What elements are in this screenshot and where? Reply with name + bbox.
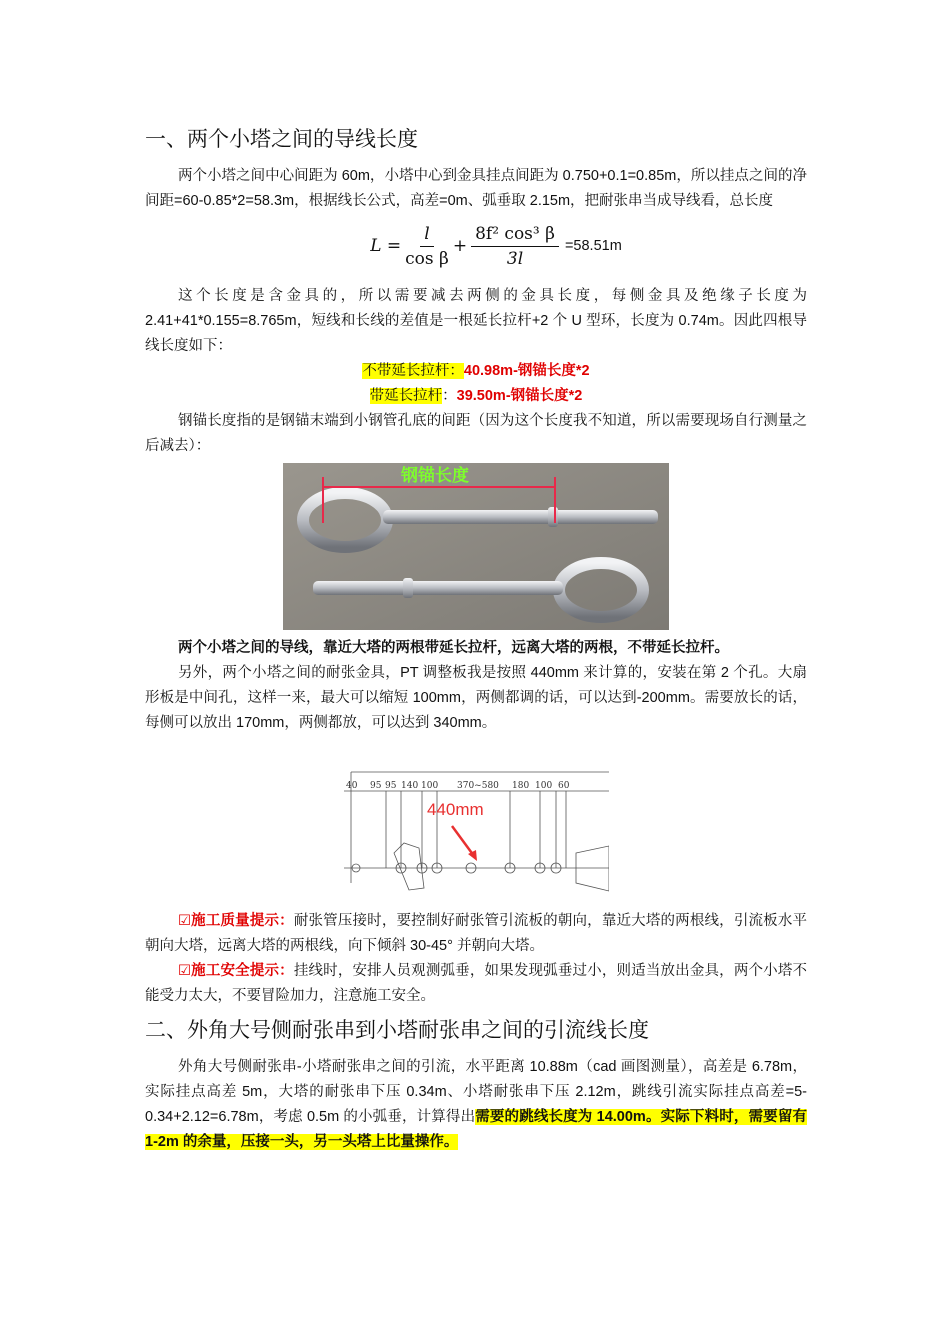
- safety-tip: [145, 959, 807, 1009]
- photo-label: 钢锚长度: [401, 466, 469, 485]
- steel-anchor-photo: [283, 463, 669, 630]
- paragraph-text: 外角大号侧耐张串-小塔耐张串之间的引流，水平距离 10.88m（cad 画图测量），高差是 6.78m，实际挂点高差 5m，大塔的耐张串下压 0.34m、小塔耐张串下压 2.12m，跳线引流实际挂点高差=5-0.34+2.12=6.78m，考虑 0.5m 的小弧垂，计算得出: [145, 1059, 807, 1125]
- label: 带延长拉杆: [369, 388, 443, 404]
- formula-denominator: 3l: [506, 248, 524, 269]
- dim: 100: [534, 781, 552, 791]
- dim: 60: [557, 781, 569, 791]
- formula-numerator: l: [420, 222, 433, 247]
- arrow-icon: [452, 826, 474, 856]
- diagram-annotation: 440mm: [426, 800, 484, 819]
- section-2-heading: 二、外角大号侧耐张串到小塔耐张串之间的引流线长度: [145, 1019, 649, 1042]
- formula-lhs: L =: [370, 236, 402, 256]
- quality-tip-text: 耐张管压接时，要控制好耐张管引流板的朝向，靠近大塔的两根线，引流板水平朝向大塔，远离大塔的两根线，向下倾斜 30-45° 并朝向大塔。: [145, 913, 808, 954]
- label: 不带延长拉杆：: [362, 363, 464, 379]
- value: 40.98m-钢锚长度*2: [463, 363, 590, 379]
- formula-plus: +: [452, 236, 468, 256]
- length-with-extension: [145, 384, 807, 409]
- document-page: [145, 124, 807, 1155]
- paragraph: [145, 1055, 807, 1155]
- paragraph: 这个长度是含金具的，所以需要减去两侧的金具长度，每侧金具及绝缘子长度为 2.41+41*0.155=8.765m，短线和长线的差值是一根延长拉杆+2 个 U 型环，长度为 0.74m。因此四根导线长度如下：: [145, 288, 807, 354]
- dim: 370~580: [456, 781, 499, 791]
- dim: 140: [400, 781, 418, 791]
- highlighted-conclusion: 需要的跳线长度为 14.00m。实际下料时，需要留有 1-2m 的余量，压接一头，另一头塔上比量操作。: [145, 1109, 807, 1150]
- section-1-heading: 一、两个小塔之间的导线长度: [145, 128, 418, 151]
- formula-fraction-2: [471, 222, 559, 271]
- formula-denominator: cos β: [405, 248, 449, 269]
- paragraph: 另外，两个小塔之间的耐张金具，PT 调整板我是按照 440mm 来计算的，安装在第 2 个孔。大扇形板是中间孔，这样一来，最大可以缩短 100mm，两侧都调的话，可以达到-200mm。需要放长的话，每侧可以放出 170mm，两侧都放，可以达到 340mm。: [145, 665, 807, 731]
- formula-fraction-1: [405, 222, 449, 271]
- value: 39.50m-钢锚长度*2: [456, 388, 583, 404]
- length-formula: [145, 216, 807, 276]
- paragraph-bold: 两个小塔之间的导线，靠近大塔的两根带延长拉杆，远离大塔的两根，不带延长拉杆。: [178, 640, 729, 656]
- safety-tip-label: ☑施工安全提示：: [178, 963, 294, 979]
- paragraph: 钢锚长度指的是钢锚末端到小钢管孔底的间距（因为这个长度我不知道，所以需要现场自行测量之后减去）：: [145, 413, 807, 454]
- dim: 40: [345, 781, 357, 791]
- quality-tip: [145, 909, 807, 959]
- length-no-extension: [145, 359, 807, 384]
- paragraph: 两个小塔之间中心间距为 60m，小塔中心到金具挂点间距为 0.750+0.1=0.85m，所以挂点之间的净间距=60-0.85*2=58.3m，根据线长公式，高差=0m、弧垂取 2.15m，把耐张串当成导线看，总长度: [145, 168, 807, 209]
- dim: 95: [369, 781, 381, 791]
- formula-numerator: 8f² cos³ β: [471, 222, 559, 247]
- dim: 180: [511, 781, 529, 791]
- safety-tip-text: 挂线时，安排人员观测弧垂，如果发现弧垂过小，则适当放出金具，两个小塔不能受力太大，不要冒险加力，注意施工安全。: [145, 963, 808, 1004]
- quality-tip-label: ☑施工质量提示：: [178, 913, 294, 929]
- colon: ：: [442, 388, 457, 404]
- fitting-drawing: [344, 758, 609, 893]
- dim: 100: [420, 781, 438, 791]
- dim: 95: [384, 781, 396, 791]
- formula-result: =58.51m: [564, 238, 622, 254]
